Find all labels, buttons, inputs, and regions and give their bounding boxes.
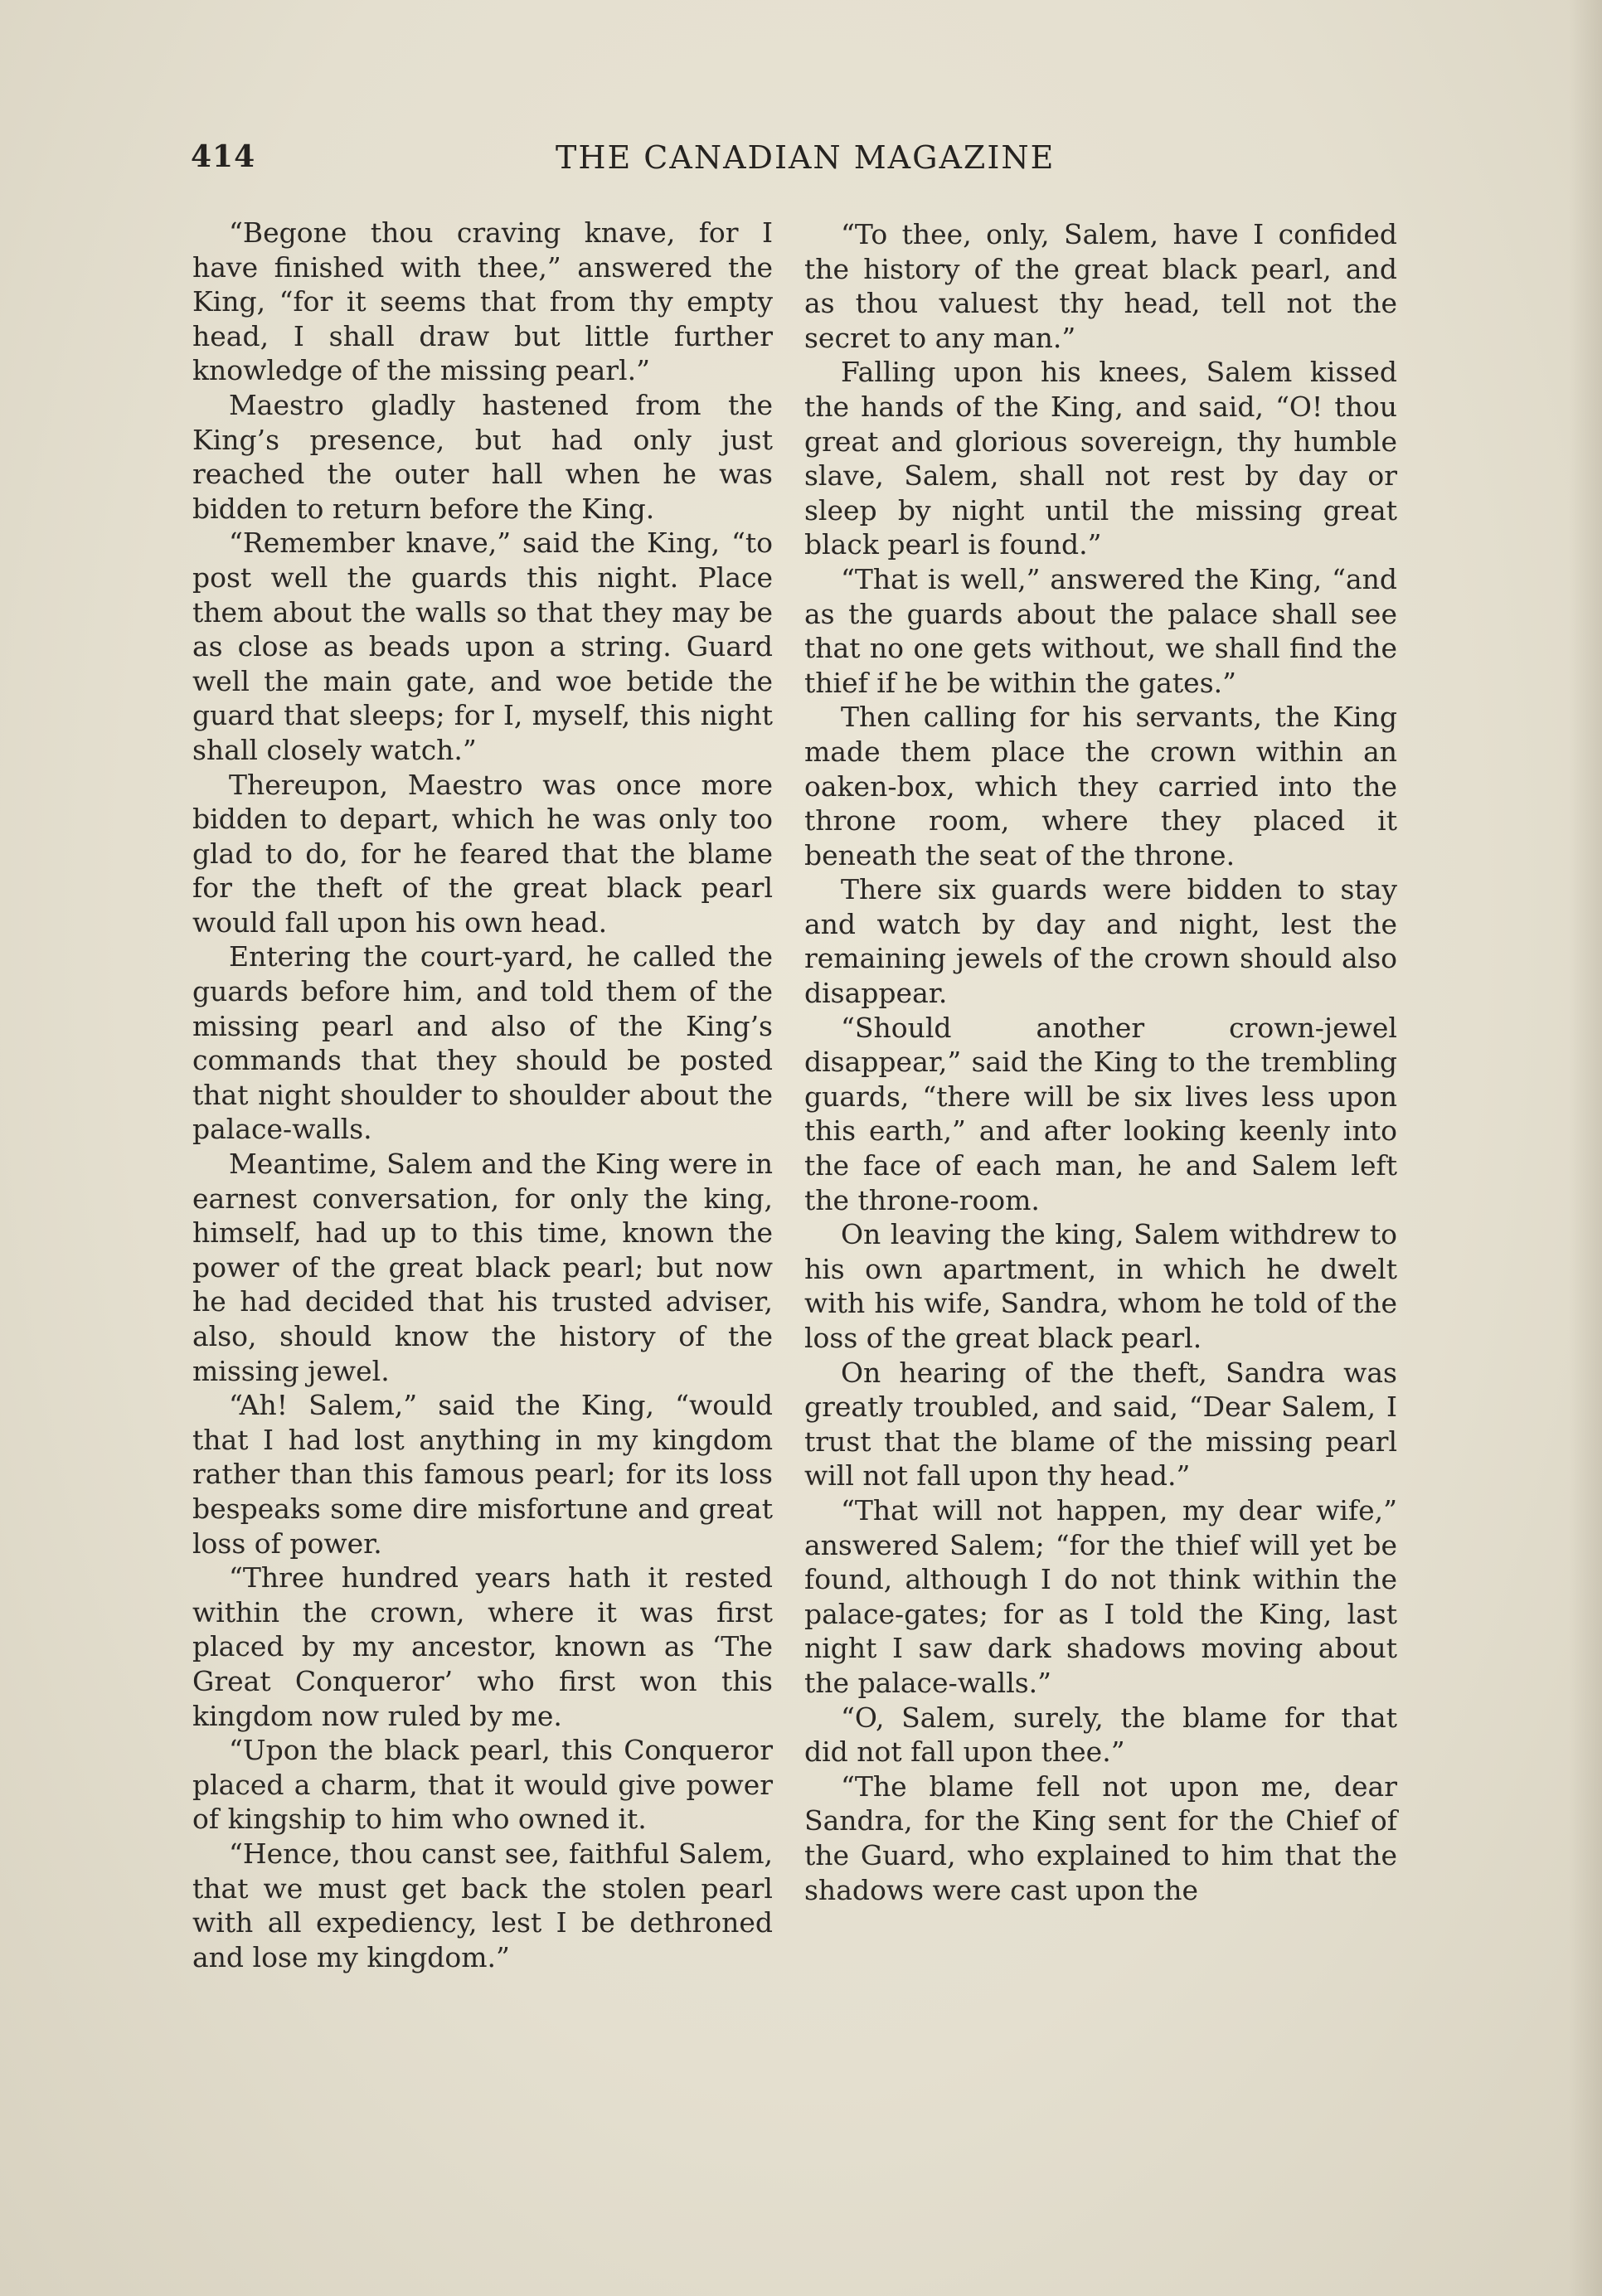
left-column (192, 216, 773, 1974)
paragraph: “Should another crown-jewel disappear,” said the King to the trembling guards, “there will be six lives less upon this earth,” and after looking keenly into the face of each man, he and Salem left the throne-room. (804, 1011, 1397, 1216)
paragraph: “Upon the black pearl, this Conqueror placed a charm, that it would give power of kingship to him who owned it. (192, 1734, 773, 1836)
paragraph: “That will not happen, my dear wife,” answered Salem; “for the thief will yet be found, although I do not think within the palace-gates; for as I told the King, last night I saw dark shadows moving about the palace-walls.” (804, 1493, 1397, 1699)
paragraph: Entering the court-yard, he called the guards before him, and told them of the missing pearl and also of the King’s commands that they should be posted that night shoulder to shoulder about the palace-walls. (192, 940, 773, 1146)
paragraph: “That is well,” answered the King, “and as the guards about the palace shall see that no one gets without, we shall find the thief if he be within the gates.” (804, 562, 1397, 699)
page-number: 414 (191, 139, 256, 174)
page-edge-shadow (1569, 0, 1602, 2296)
paragraph: There six guards were bidden to stay and watch by day and night, lest the remaining jewels of the crown should also disappear. (804, 873, 1397, 1010)
paragraph: Then calling for his servants, the King made them place the crown within an oaken-box, which they carried into the throne room, where they placed it beneath the seat of the throne. (804, 701, 1397, 871)
paragraph: Thereupon, Maestro was once more bidden to depart, which he was only too glad to do, for he feared that the blame for the theft of the great black pearl would fall upon his own head. (192, 768, 773, 939)
right-column (804, 217, 1397, 1907)
paragraph: “Three hundred years hath it rested within the crown, where it was first placed by my ancestor, known as ‘The Great Conqueror’ who first won this kingdom now ruled by me. (192, 1561, 773, 1732)
paragraph: “To thee, only, Salem, have I confided the history of the great black pearl, and as thou valuest thy head, tell not the secret to any man.” (804, 218, 1397, 354)
paragraph: Meantime, Salem and the King were in earnest conversation, for only the king, himself, had up to this time, known the power of the great black pearl; but now he had decided that his trusted adviser, also, should know the history of the missing jewel. (192, 1148, 773, 1387)
magazine-title: THE CANADIAN MAGAZINE (556, 139, 1056, 176)
running-head (191, 139, 1401, 186)
paragraph: “Ah! Salem,” said the King, “would that I had lost anything in my kingdom rather than this famous pearl; for its loss bespeaks some dire misfortune and great loss of power. (192, 1389, 773, 1560)
paragraph: “Remember knave,” said the King, “to post well the guards this night. Place them about the walls so that they may be as close as beads upon a string. Guard well the main gate, and woe betide the guard that sleeps; for I, myself, this night shall closely watch.” (192, 527, 773, 766)
paragraph: Falling upon his knees, Salem kissed the hands of the King, and said, “O! thou great and glorious sovereign, thy humble slave, Salem, shall not rest by day or sleep by night until the missing great black pearl is found.” (804, 356, 1397, 561)
paragraph: Maestro gladly hastened from the King’s presence, but had only just reached the outer hall when he was bidden to return before the King. (192, 388, 773, 525)
paragraph: “Hence, thou canst see, faithful Salem, that we must get back the stolen pearl with all expediency, lest I be dethroned and lose my kingdom.” (192, 1837, 773, 1973)
paragraph: “The blame fell not upon me, dear Sandra, for the King sent for the Chief of the Guard, who explained to him that the shadows were cast upon the (804, 1769, 1397, 1906)
paragraph: On leaving the king, Salem withdrew to his own apartment, in which he dwelt with his wife, Sandra, whom he told of the loss of the great black pearl. (804, 1218, 1397, 1354)
paragraph: “O, Salem, surely, the blame for that did not fall upon thee.” (804, 1701, 1397, 1769)
paragraph: On hearing of the theft, Sandra was greatly troubled, and said, “Dear Salem, I trust that the blame of the missing pearl will not fall upon thy head.” (804, 1356, 1397, 1493)
paragraph: “Begone thou craving knave, for I have finished with thee,” answered the King, “for it seems that from thy empty head, I shall draw but little further knowledge of the missing pearl.” (192, 216, 773, 387)
